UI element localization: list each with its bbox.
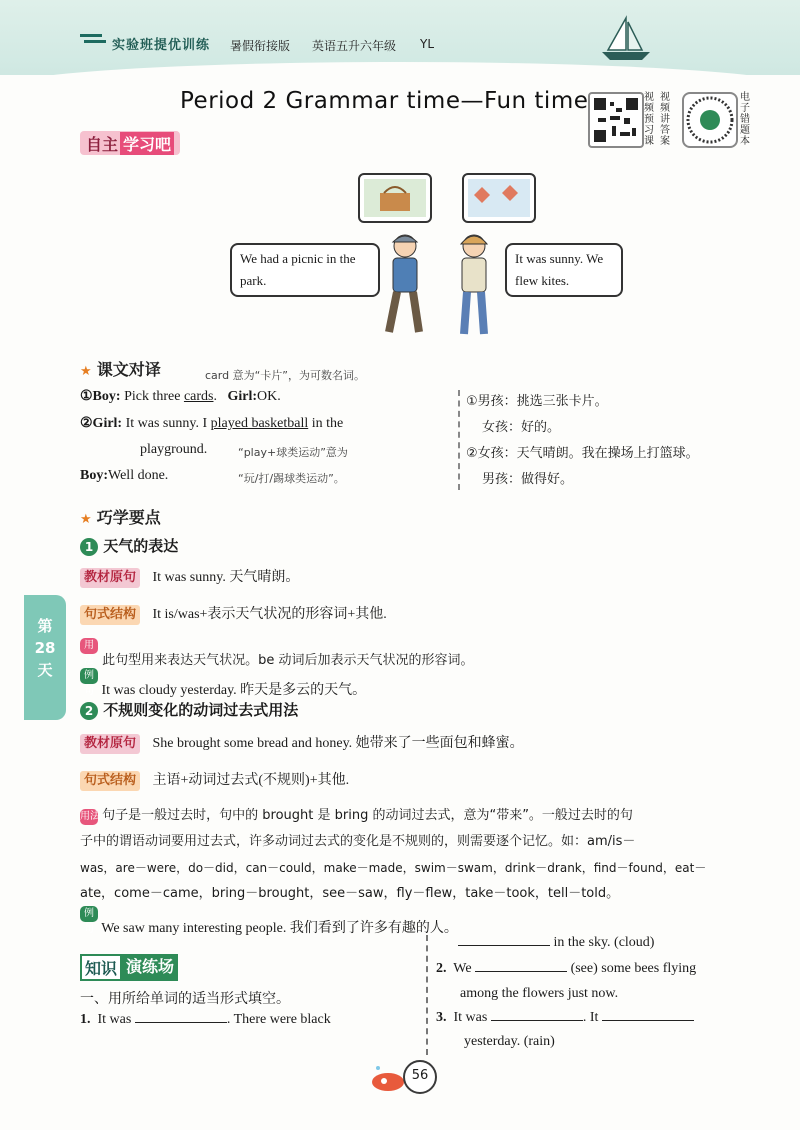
qr-label-preview: 视频预习课	[644, 92, 654, 147]
dialogue-line-1: ①Boy: Pick three cards. Girl:OK.	[80, 389, 281, 404]
star-icon: ★	[80, 364, 92, 379]
answer-blank-1[interactable]	[135, 1022, 227, 1023]
practice-tag: 知识 演练场	[80, 954, 178, 981]
self-study-tag-part2: 学习吧	[120, 132, 174, 155]
note-card: card 意为“卡片”，为可数名词。	[205, 369, 365, 382]
point1-example: 例句 It was cloudy yesterday. 昨天是多云的天气。	[80, 668, 366, 701]
answer-blank-3[interactable]	[491, 1020, 583, 1021]
dialogue-line-4: Boy:Well done.	[80, 468, 169, 483]
point2-usage: 用法 句子是一般过去时，句中的 brought 是 bring 的动词过去式，意为“带来”。一般过去时的句 子中的谓语动词要用过去式，许多动词过去式的变化是不规则的，则需要逐个记忆。如：am/is－ was，are－were，do－did，can－could，make－made，swim－swam，drink－drank，find－found，eat－ ate，come－came，bring－brought，see－saw，fly－flew，take－took，tell－told。	[80, 808, 707, 901]
dialogue-line-3: playground.	[140, 442, 208, 457]
edition-label: 暑假衔接版	[230, 39, 291, 53]
question-1-continued: in the sky. (cloud)	[458, 933, 654, 953]
series-logo-icon	[80, 32, 108, 48]
sailboat-icon	[598, 14, 654, 64]
answer-blank-2[interactable]	[475, 971, 567, 972]
grade-label: 英语五升六年级	[312, 39, 397, 53]
girl-speech-bubble: It was sunny. We flew kites.	[505, 243, 623, 297]
point2-original: 教材原句 She brought some bread and honey. 她带来了一些面包和蜂蜜。	[80, 733, 524, 754]
question-3: 3. It was . It	[436, 1008, 694, 1028]
point2-example: 例句 We saw many interesting people. 我们看到了许多有趣的人。	[80, 906, 458, 939]
point1-structure: 句式结构 It is/was+表示天气状况的形容词+其他.	[80, 604, 387, 625]
answer-blank-3b[interactable]	[602, 1020, 694, 1021]
question-2: 2. We (see) some bees flying	[436, 961, 697, 976]
boy-figure-icon	[375, 230, 435, 340]
question-2-continued: among the flowers just now.	[460, 986, 619, 1001]
page-title: Period 2 Grammar time—Fun time	[180, 88, 589, 114]
key-points-heading: ★ 巧学要点	[80, 508, 161, 527]
page-number: 56	[403, 1060, 437, 1094]
star-icon: ★	[80, 512, 92, 527]
kites-icon	[464, 175, 534, 221]
kites-thought-bubble	[462, 173, 536, 223]
point1-original: 教材原句 It was sunny. 天气晴朗。	[80, 567, 299, 588]
dialogue-line-2: ②Girl: It was sunny. I played basketball in the	[80, 416, 344, 431]
boy-speech-bubble: We had a picnic in the park.	[230, 243, 380, 297]
qr-label-wrongbook: 电子错题本	[740, 92, 750, 147]
picnic-basket-icon	[360, 175, 430, 221]
self-study-tag-part1: 自主	[86, 134, 119, 154]
picnic-thought-bubble	[358, 173, 432, 223]
question-3-continued: yesterday. (rain)	[464, 1034, 555, 1049]
practice-section-title: 一、用所给单词的适当形式填空。	[80, 991, 290, 1007]
qr-code-wrongbook[interactable]	[682, 92, 738, 148]
day-side-tab: 第 28 天	[24, 595, 66, 720]
note-play-2: “玩/打/踢球类运动”。	[238, 472, 345, 485]
qr-label-answers: 视频讲答案	[660, 92, 670, 147]
point1-title: 1 天气的表达	[80, 535, 178, 556]
submarine-icon	[368, 1062, 408, 1094]
dialogue-heading: ★ 课文对译	[80, 360, 161, 379]
question-1: 1. It was . There were black	[80, 1012, 331, 1027]
point2-title: 2 不规则变化的动词过去式用法	[80, 699, 298, 720]
self-study-tag	[80, 131, 180, 155]
point1-usage: 用法 此句型用来表达天气状况。be 动词后加表示天气状况的形容词。	[80, 638, 474, 668]
dialogue-divider	[458, 390, 460, 490]
translation-block: ①男孩：挑选三张卡片。 女孩：好的。 ②女孩：天气晴朗。我在操场上打篮球。 男孩：做得好。	[466, 394, 699, 487]
note-play: “play+球类运动”意为	[238, 446, 348, 459]
version-label: YL	[420, 37, 435, 51]
qr-code-preview[interactable]	[588, 92, 644, 148]
point2-structure: 句式结构 主语+动词过去式(不规则)+其他.	[80, 770, 349, 791]
qr-code-icon	[590, 94, 642, 146]
mini-program-code-icon	[684, 94, 736, 146]
practice-divider	[426, 935, 428, 1055]
series-name: 实验班提优训练	[112, 38, 211, 53]
girl-figure-icon	[448, 230, 500, 340]
answer-blank-1b[interactable]	[458, 945, 550, 946]
